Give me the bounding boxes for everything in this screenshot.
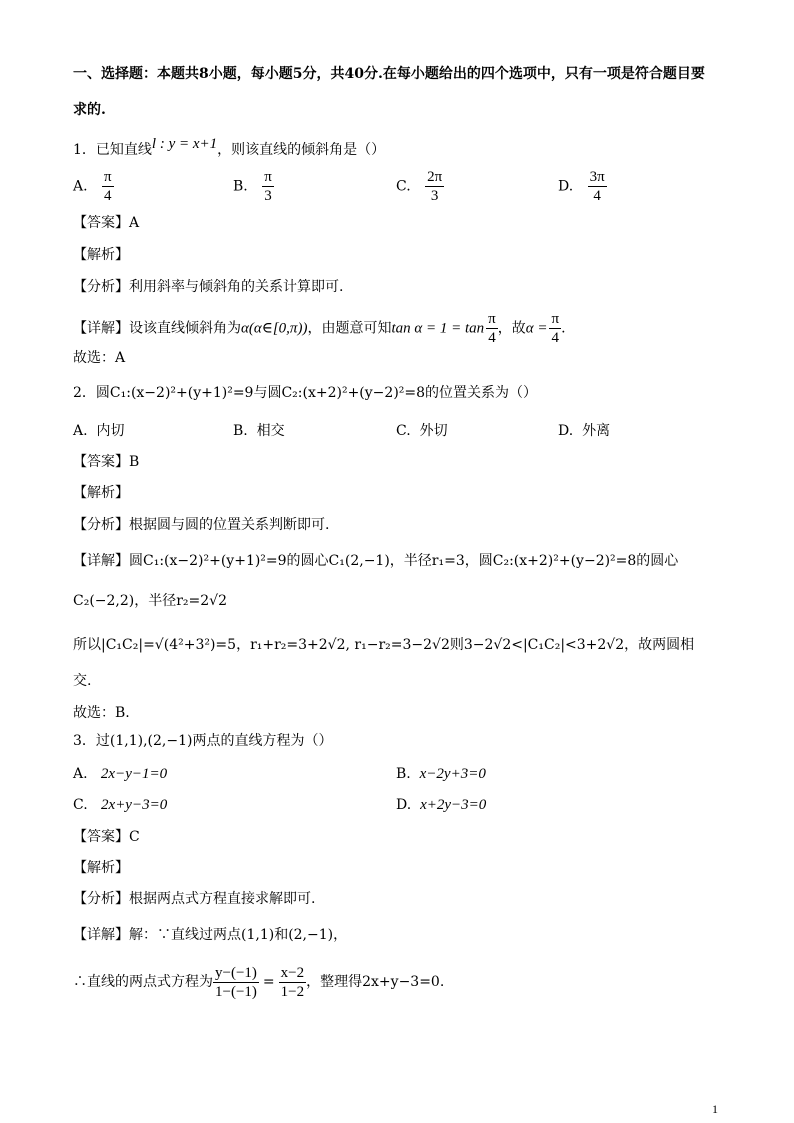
- option-label: A.: [73, 178, 88, 195]
- q1-stem-math: l : y = x+1: [151, 136, 218, 152]
- q1-fenxi: 【分析】利用斜率与倾斜角的关系计算即可.: [73, 279, 344, 295]
- numerator: π: [264, 169, 272, 185]
- fraction: [102, 168, 114, 205]
- q3-option-a: [73, 764, 167, 784]
- fraction: [262, 168, 274, 205]
- q1-option-b: [233, 168, 274, 205]
- q2-answer: 【答案】B: [73, 454, 140, 470]
- option-label: C.: [396, 423, 411, 439]
- q3-detail-2: [73, 962, 444, 1002]
- option-label: C.: [396, 178, 411, 195]
- option-text: 外切: [419, 423, 448, 439]
- detail-text: ∴直线的两点式方程为: [73, 974, 213, 990]
- fraction: [486, 310, 498, 347]
- q1-option-c: [396, 168, 444, 205]
- numerator: x−2: [280, 964, 305, 981]
- q2-option-a: [73, 421, 124, 441]
- q2-detail-3: 所以|C₁C₂|=√(4²+3²)=5，r₁+r₂=3+2√2, r₁−r₂=3−2√2则3−2√2<|C₁C₂|<3+2√2，故两圆相: [73, 637, 695, 653]
- option-label: B.: [233, 178, 248, 195]
- numerator: 3π: [589, 169, 605, 185]
- option-label: B.: [396, 766, 411, 782]
- q1-stem-text-b: ，则该直线的倾斜角是（）: [217, 142, 386, 158]
- detail-text: ，整理得2x+y−3=0.: [306, 974, 445, 990]
- q3-detail-1: 【详解】解：∵直线过两点(1,1)和(2,−1)，: [73, 927, 348, 943]
- fraction: [588, 168, 607, 205]
- numerator: 2π: [427, 169, 443, 185]
- fraction: [549, 310, 561, 347]
- option-text: 2x+y−3=0: [101, 797, 168, 813]
- q2-detail-2: C₂(−2,2)，半径r₂=2√2: [73, 593, 228, 609]
- fraction: [425, 168, 444, 205]
- option-text: 2x−y−1=0: [100, 766, 168, 782]
- q2-fenxi: 【分析】根据圆与圆的位置关系判断即可.: [73, 517, 330, 533]
- q1-analysis-title: 【解析】: [73, 247, 129, 263]
- q3-stem: 3．过(1,1),(2,−1)两点的直线方程为（）: [73, 733, 333, 749]
- option-label: B.: [233, 423, 248, 439]
- detail-math: α(α∈[0,π)): [241, 320, 308, 337]
- q2-detail-4: 交.: [73, 673, 92, 689]
- option-text: x+2y−3=0: [420, 797, 487, 813]
- fraction: [213, 964, 259, 1001]
- q2-option-c: [396, 421, 448, 441]
- detail-math: tan α = 1 = tan: [391, 320, 485, 337]
- denominator: 3: [264, 188, 272, 204]
- q3-answer: 【答案】C: [73, 829, 140, 845]
- q2-stem: 2．圆C₁:(x−2)²+(y+1)²=9与圆C₂:(x+2)²+(y−2)²=8的位置关系为（）: [73, 385, 538, 401]
- option-label: D.: [558, 423, 574, 439]
- q1-answer: 【答案】A: [73, 215, 140, 231]
- option-label: D.: [396, 797, 412, 813]
- q3-fenxi: 【分析】根据两点式方程直接求解即可.: [73, 891, 316, 907]
- q1-choose: 故选：A: [73, 350, 126, 366]
- q3-option-b: [396, 764, 486, 784]
- denominator: 1−(−1): [215, 983, 257, 1000]
- section-header-line-2: 求的.: [73, 102, 106, 118]
- option-label: A.: [73, 423, 88, 439]
- q3-option-c: [73, 795, 167, 815]
- q2-detail-1: 【详解】圆C₁:(x−2)²+(y+1)²=9的圆心C₁(2,−1)，半径r₁=3，圆C₂:(x+2)²+(y−2)²=8的圆心: [73, 553, 679, 569]
- q3-analysis-title: 【解析】: [73, 860, 129, 876]
- option-label: A.: [73, 766, 88, 782]
- denominator: 4: [488, 330, 496, 346]
- denominator: 4: [551, 330, 560, 346]
- option-label: D.: [558, 178, 574, 195]
- numerator: y−(−1): [215, 964, 257, 981]
- detail-text: ，由题意可知: [307, 320, 392, 337]
- denominator: 3: [430, 188, 439, 204]
- q1-detail: [73, 310, 566, 347]
- q3-option-d: [396, 795, 486, 815]
- option-text: 相交: [256, 423, 285, 439]
- q1-stem: [73, 136, 386, 160]
- denominator: 4: [593, 188, 601, 204]
- detail-text: ，故: [497, 320, 526, 337]
- option-text: x−2y+3=0: [419, 766, 486, 782]
- denominator: 1−2: [280, 983, 305, 1000]
- option-text: 外离: [582, 423, 611, 439]
- page-number: 1: [712, 1102, 718, 1116]
- denominator: 4: [104, 188, 112, 204]
- q2-option-d: [558, 421, 610, 441]
- numerator: π: [551, 311, 560, 327]
- section-header-line-1: 一、选择题：本题共8小题，每小题5分，共40分.在每小题给出的四个选项中，只有一项是符合题目要: [73, 66, 705, 82]
- q1-stem-text-a: 1．已知直线: [73, 142, 152, 158]
- option-text: 内切: [96, 423, 125, 439]
- equals-sign: =: [262, 974, 275, 990]
- detail-text: .: [561, 320, 566, 337]
- q2-option-b: [233, 421, 285, 441]
- fraction: [279, 964, 306, 1001]
- q2-choose: 故选：B.: [73, 705, 130, 721]
- q1-option-d: [558, 168, 607, 205]
- q1-option-a: [73, 168, 114, 205]
- numerator: π: [104, 169, 112, 185]
- q2-analysis-title: 【解析】: [73, 485, 129, 501]
- detail-math: α =: [525, 320, 548, 337]
- numerator: π: [488, 311, 496, 327]
- option-label: C.: [73, 797, 88, 813]
- detail-text: 【详解】设该直线倾斜角为: [73, 320, 241, 337]
